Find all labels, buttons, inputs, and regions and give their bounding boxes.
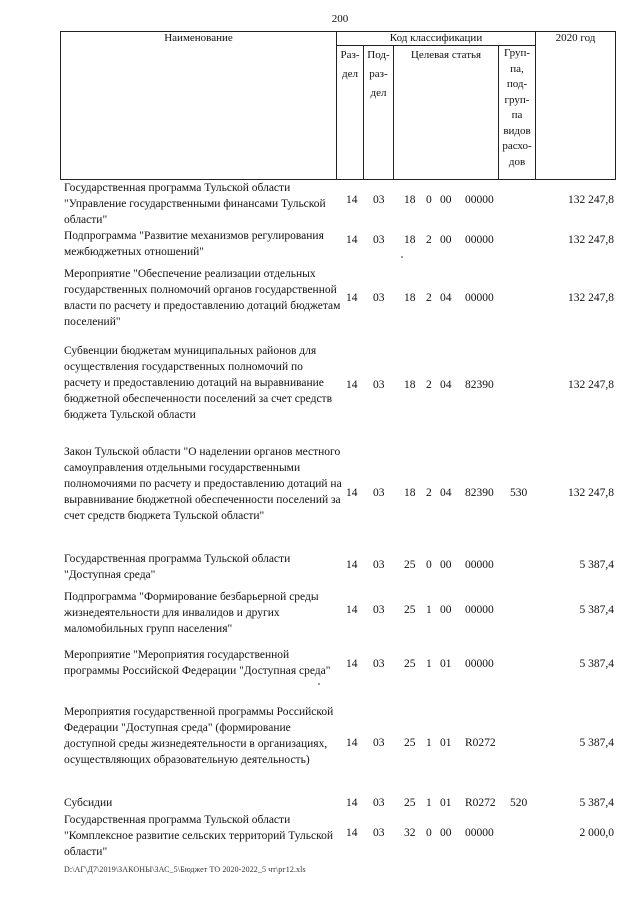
row-name: Государственная программа Тульской области "Доступная среда": [64, 553, 291, 581]
row-code-event: 01: [440, 737, 452, 749]
gruppa-line: па: [511, 109, 523, 121]
row-code-podrazdel: 03: [373, 737, 385, 749]
row-code-podrazdel: 03: [373, 658, 385, 670]
row-code-subprogram: 2: [426, 234, 432, 246]
row-code-subprogram: 2: [426, 379, 432, 391]
row-code-event: 00: [440, 604, 452, 616]
row-code-razdel: 14: [346, 487, 358, 499]
row-code-podrazdel: 03: [373, 487, 385, 499]
row-code-event: 04: [440, 379, 452, 391]
row-code-program: 18: [404, 487, 416, 499]
row-code-razdel: 14: [346, 737, 358, 749]
row-code-event: 01: [440, 658, 452, 670]
row-code-direction: 00000: [465, 292, 494, 304]
row-code-program: 25: [404, 737, 416, 749]
row-amount: 5 387,4: [579, 797, 614, 809]
row-code-podrazdel: 03: [373, 194, 385, 206]
row-amount: 5 387,4: [579, 658, 614, 670]
header-gruppa: [499, 46, 536, 180]
row-code-subprogram: 1: [426, 658, 432, 670]
gruppa-line: видов: [503, 124, 531, 137]
row-code-event: 04: [440, 487, 452, 499]
row-name: Закон Тульской области "О наделении органов местного самоуправления отдельными государственными полномочиями по расчету и предоставлению дотаций на выравнивание бюджетной обеспеченности поселений за счет средств бюджета Тульской области": [64, 446, 342, 522]
header-year: 2020 год: [536, 32, 616, 180]
row-code-program: 25: [404, 797, 416, 809]
row-code-direction: R0272: [465, 797, 496, 809]
row-code-subprogram: 2: [426, 292, 432, 304]
header-code-group: Код классификации: [337, 32, 536, 46]
row-code-direction: 00000: [465, 559, 494, 571]
row-code-direction: 00000: [465, 827, 494, 839]
row-code-subprogram: 1: [426, 604, 432, 616]
row-name: Мероприятия государственной программы Российской Федерации "Доступная среда" (формирование доступной среды жизнедеятельности в организациях, осуществляющих образовательную деятельность): [64, 706, 334, 766]
header-podrazdel: [364, 46, 394, 180]
header-name: Наименование: [61, 32, 337, 180]
row-code-program: 25: [404, 559, 416, 571]
row-code-direction: 00000: [465, 194, 494, 206]
row-amount: 5 387,4: [579, 737, 614, 749]
row-code-razdel: 14: [346, 379, 358, 391]
row-amount: 132 247,8: [568, 194, 614, 206]
row-code-program: 18: [404, 379, 416, 391]
row-code-direction: 82390: [465, 487, 494, 499]
podrazdel-line: раз-: [369, 68, 388, 80]
row-amount: 132 247,8: [568, 234, 614, 246]
row-code-subprogram: 0: [426, 194, 432, 206]
row-name: Государственная программа Тульской области "Управление государственными финансами Тульской области": [64, 182, 326, 226]
row-code-event: 00: [440, 827, 452, 839]
razdel-line: дел: [342, 68, 358, 80]
header-celevaya: Целевая статья: [394, 46, 499, 180]
row-code-subprogram: 0: [426, 827, 432, 839]
row-code-program: 25: [404, 658, 416, 670]
podrazdel-line: дел: [370, 87, 387, 99]
row-code-podrazdel: 03: [373, 292, 385, 304]
row-code-subprogram: 0: [426, 559, 432, 571]
gruppa-line: Груп-: [503, 47, 531, 59]
row-code-program: 25: [404, 604, 416, 616]
row-code-direction: R0272: [465, 737, 496, 749]
row-name: Подпрограмма "Формирование безбарьерной среды жизнедеятельности для инвалидов и других маломобильных групп населения": [64, 591, 319, 635]
table-header: [60, 31, 616, 180]
row-name: Государственная программа Тульской области "Комплексное развитие сельских территорий Тульской области": [64, 814, 334, 858]
gruppa-line: дов: [508, 155, 526, 168]
row-code-program: 18: [404, 292, 416, 304]
row-code-subprogram: 2: [426, 487, 432, 499]
row-code-razdel: 14: [346, 827, 358, 839]
row-code-podrazdel: 03: [373, 827, 385, 839]
row-code-razdel: 14: [346, 658, 358, 670]
row-amount: 132 247,8: [568, 487, 614, 499]
row-name: Субсидии: [64, 797, 113, 809]
row-code-podrazdel: 03: [373, 604, 385, 616]
file-path-footer: D:\AГ\Д7\2019\ЗАКОНЫ\ЗАС_5\Бюджет ТО 2020-2022_5 чт\рг12.xls: [64, 865, 306, 874]
row-code-podrazdel: 03: [373, 559, 385, 571]
row-code-razdel: 14: [346, 194, 358, 206]
row-name: Мероприятие "Мероприятия государственной программы Российской Федерации "Доступная среда": [64, 649, 331, 677]
row-code-razdel: 14: [346, 292, 358, 304]
row-name: Мероприятие "Обеспечение реализации отдельных государственных полномочий органов государственной власти по расчету и предоставлению дотаций бюджетам поселений": [64, 268, 341, 328]
scan-speck: [401, 256, 403, 258]
gruppa-line: расхо-: [502, 140, 532, 152]
row-code-event: 04: [440, 292, 452, 304]
row-code-razdel: 14: [346, 604, 358, 616]
gruppa-line: под-: [506, 78, 528, 90]
row-amount: 132 247,8: [568, 379, 614, 391]
row-code-program: 18: [404, 194, 416, 206]
row-code-subprogram: 1: [426, 797, 432, 809]
row-code-group: 530: [510, 487, 528, 499]
row-code-group: 520: [510, 797, 528, 809]
row-code-podrazdel: 03: [373, 797, 385, 809]
row-code-podrazdel: 03: [373, 234, 385, 246]
row-code-program: 32: [404, 827, 416, 839]
row-code-razdel: 14: [346, 234, 358, 246]
row-code-direction: 00000: [465, 658, 494, 670]
row-code-podrazdel: 03: [373, 379, 385, 391]
razdel-line: Раз-: [340, 49, 360, 61]
row-name: Субвенции бюджетам муниципальных районов для осуществления государственных полномочий по расчету и предоставлению дотаций на выравнивание бюджетной обеспеченности поселений за счет средств бюджета Тульской области: [64, 345, 332, 421]
row-code-event: 00: [440, 194, 452, 206]
header-razdel: [337, 46, 364, 180]
row-amount: 5 387,4: [579, 604, 614, 616]
gruppa-line: па,: [510, 62, 524, 75]
row-code-razdel: 14: [346, 797, 358, 809]
row-code-program: 18: [404, 234, 416, 246]
row-code-direction: 00000: [465, 234, 494, 246]
row-code-event: 00: [440, 234, 452, 246]
row-amount: 2 000,0: [579, 827, 614, 839]
row-code-event: 01: [440, 797, 452, 809]
row-amount: 132 247,8: [568, 292, 614, 304]
row-amount: 5 387,4: [579, 559, 614, 571]
row-name: Подпрограмма "Развитие механизмов регулирования межбюджетных отношений": [64, 230, 324, 258]
page-number: 200: [331, 13, 349, 25]
scan-speck: [318, 683, 320, 685]
row-code-event: 00: [440, 559, 452, 571]
row-code-direction: 82390: [465, 379, 494, 391]
row-code-razdel: 14: [346, 559, 358, 571]
row-code-direction: 00000: [465, 604, 494, 616]
podrazdel-line: Под-: [367, 49, 390, 61]
gruppa-line: груп-: [504, 93, 530, 106]
row-code-subprogram: 1: [426, 737, 432, 749]
